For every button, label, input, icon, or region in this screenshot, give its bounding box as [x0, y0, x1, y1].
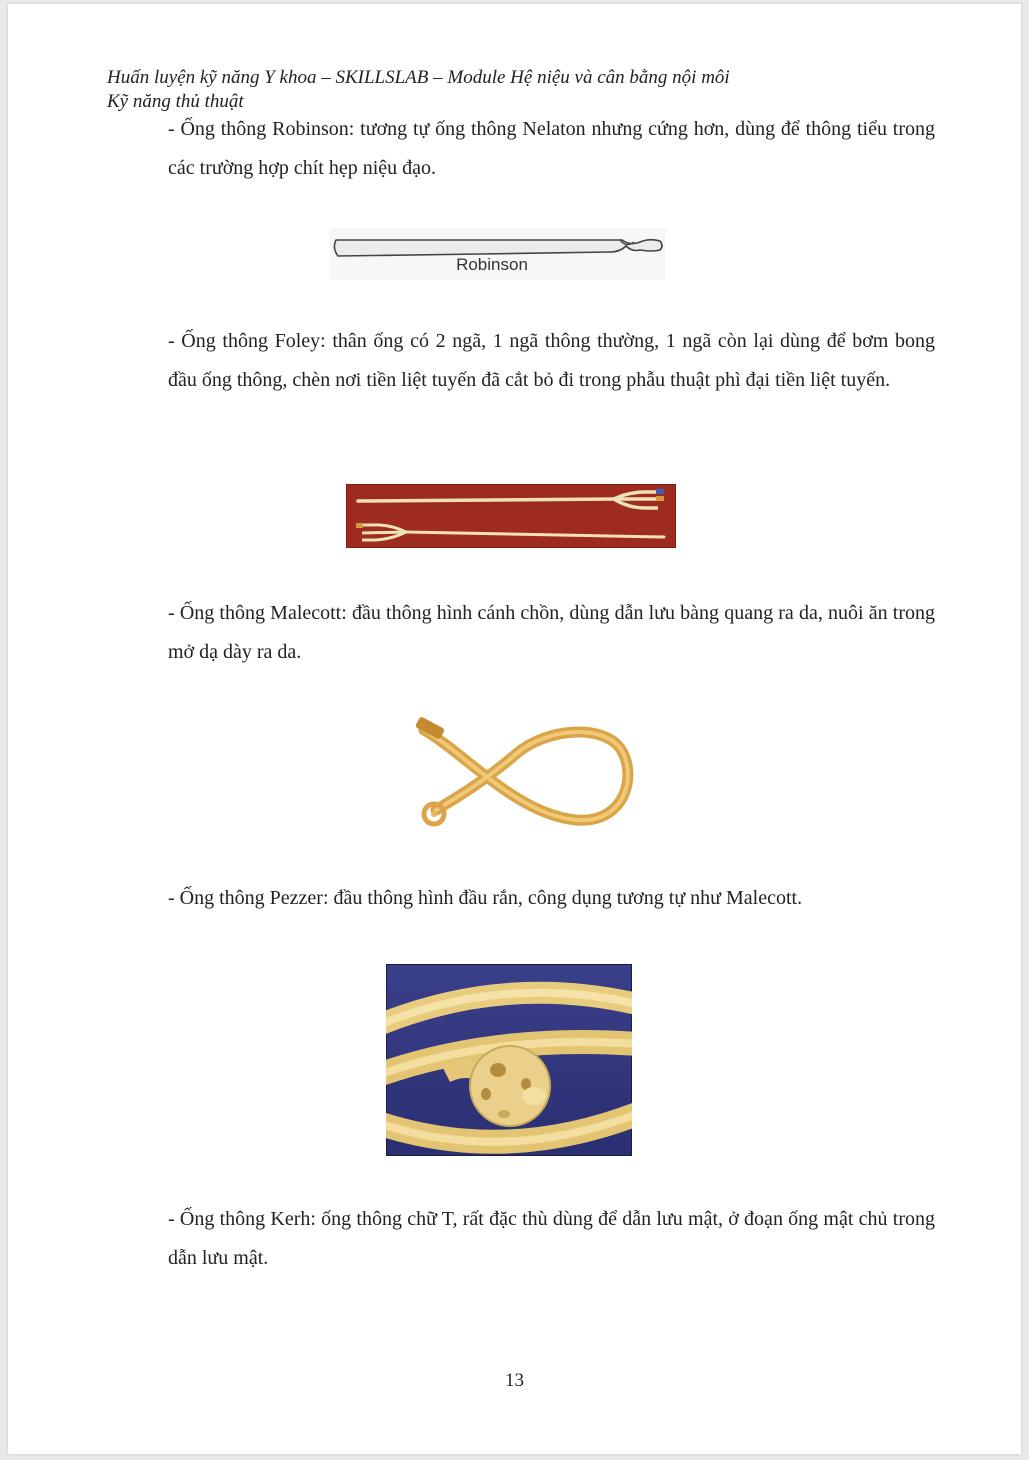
- paragraph-robinson: - Ống thông Robinson: tương tự ống thông Nelaton nhưng cứng hơn, dùng để thông tiểu trong các trường hợp chít hẹp niệu đạo.: [168, 118, 935, 179]
- paragraph-foley: - Ống thông Foley: thân ống có 2 ngã, 1 ngã thông thường, 1 ngã còn lại dùng để bơm bong đầu ống thông, chèn nơi tiền liệt tuyến đã cắt bỏ đi trong phẫu thuật phì đại tiền liệt tuyến.: [168, 330, 935, 391]
- foley-catheter-image: [346, 484, 676, 548]
- document-page: [8, 4, 1021, 1454]
- paragraph-malecott: - Ống thông Malecott: đầu thông hình cánh chồn, dùng dẫn lưu bàng quang ra da, nuôi ăn trong mở dạ dày ra da.: [168, 602, 935, 663]
- robinson-label: Robinson: [456, 255, 528, 274]
- malecott-catheter-image: [406, 714, 642, 836]
- page-number: 13: [505, 1370, 524, 1391]
- paragraph-pezzer: - Ống thông Pezzer: đầu thông hình đầu rắn, công dụng tương tự như Malecott.: [168, 887, 803, 909]
- paragraph-kerh: - Ống thông Kerh: ống thông chữ T, rất đặc thù dùng để dẫn lưu mật, ở đoạn ống mật chủ trong dẫn lưu mật.: [168, 1208, 935, 1269]
- pezzer-catheter-image: [386, 964, 632, 1156]
- robinson-catheter-image: [330, 228, 666, 280]
- running-header: [107, 66, 907, 114]
- header-title: Huấn luyện kỹ năng Y khoa – SKILLSLAB – Module Hệ niệu và cân bằng nội môi: [107, 67, 730, 88]
- header-subtitle: Kỹ năng thủ thuật: [107, 91, 244, 112]
